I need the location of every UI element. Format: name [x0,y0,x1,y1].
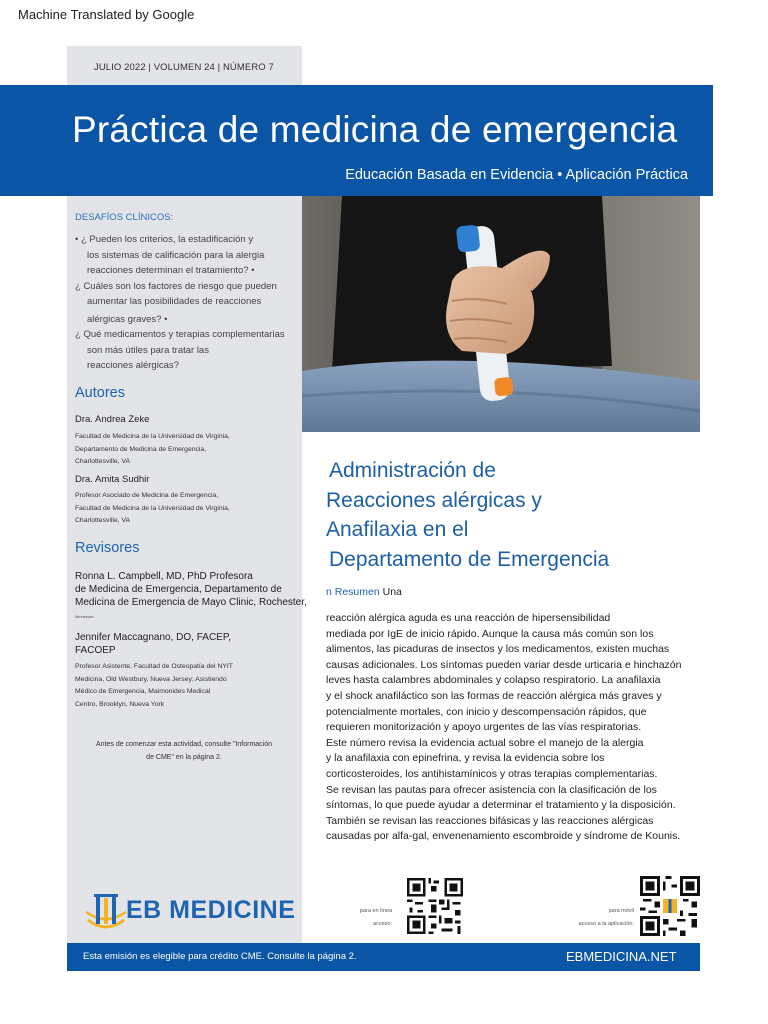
reviewer-1 [75,570,307,609]
qr-online-caption [330,905,392,931]
cme-info-note [78,738,290,764]
reviewer-line: FACOEP [75,645,116,656]
abstract-line: reacción alérgica aguda es una reacción de hipersensibilidad [326,612,611,624]
reviewers-heading: Revisores [75,540,140,556]
reviewer-2 [75,631,231,657]
qr-code-online[interactable] [407,878,463,934]
abstract-line: mediada por IgE de inicio rápido. Aunque la causa más común son los [326,627,654,640]
affiliation-line: Profesor Asistente, Facultad de Osteopatía del NYIT [75,663,233,670]
clinical-challenges-list [75,232,297,374]
challenge-line: • ¿ Pueden los criterios, la estadificación y [75,234,254,245]
affiliation-line: Centro, Brooklyn, Nueva York [75,700,165,708]
affiliation-line: Charlottesville, VA [75,517,131,524]
article-title-line: Anafilaxia en el [326,518,469,541]
abstract-line: causas adicionales. Los síntomas pueden variar desde urticaria e hinchazón [326,658,682,671]
cme-note-line: Antes de comenzar esta actividad, consulte "Información [95,741,273,748]
footer-cme-text: Esta emisión es elegible para crédito CME. Consulte la página 2. [83,951,357,962]
hero-image-epinephrine-injector [302,196,700,432]
article-title-line: Administración de [329,459,496,482]
abstract-line: causadas por alfa-gal, envenenamiento escombroide y síndrome de Kounis. [326,830,681,843]
qr-caption-line: para móvil [608,908,634,914]
author-affiliation [75,431,230,469]
journal-subtitle: Educación Basada en Evidencia • Aplicación Práctica [345,167,688,183]
journal-title: Práctica de medicina de emergencia [72,109,678,150]
challenge-line: alérgicas graves? • [87,313,168,325]
abstract-lead: Una [379,586,402,598]
clinical-challenges-heading: DESAFÍOS CLÍNICOS: [75,212,174,223]
abstract-line: corticosteroides, los antihistamínicos y otras terapias complementarias. [326,767,658,780]
reviewer-affiliation [75,661,233,711]
footer-website-link[interactable]: EBMEDICINA.NET [566,949,677,964]
logo-wordmark: EB MEDICINE [126,896,296,924]
abstract-heading: n Resumen [326,586,380,598]
qr-code-mobile[interactable] [640,876,700,936]
eb-medicine-logo [84,890,296,932]
challenge-line: los sistemas de calificación para la alergia [87,249,265,261]
reviewer-line: Medicina de Emergencia de Mayo Clinic, Rochester, [75,597,307,608]
author-name: Dra. Andrea Zeke [75,414,150,425]
machine-translated-label: Machine Translated by Google [18,7,195,22]
affiliation-line: Medicina, Old Westbury, Nueva Jersey; Asistiendo [75,675,227,683]
challenge-line: son más útiles para tratar las [87,344,209,356]
qr-mobile-caption [570,905,634,931]
challenge-line: reacciones alérgicas? [87,360,179,371]
qr-caption-line: acceso: [373,921,392,927]
article-title-line: Departamento de Emergencia [329,547,610,571]
issue-info: JULIO 2022 | VOLUMEN 24 | NÚMERO 7 [94,62,274,73]
abstract-line: Se revisan las pautas para ofrecer asistencia con la clasificación de los [326,783,657,796]
qr-caption-line: acceso a la aplicación: [578,921,634,927]
authors-heading: Autores [75,385,125,401]
article-title [326,456,609,574]
affiliation-line: Facultad de Medicina de la Universidad de Virginia, [75,504,230,512]
affiliation-line: Departamento de Medicina de Emergencia, [75,445,207,453]
challenge-line: ¿ Cuáles son los factores de riesgo que pueden [75,280,277,292]
abstract-line: síntomas, lo que puede ayudar a determinar el tratamiento y la disposición. [326,799,676,812]
challenge-line: reacciones determinan el tratamiento? • [87,265,255,276]
abstract-line: Este número revisa la evidencia actual sobre el manejo de la alergia [326,736,644,749]
challenge-line: aumentar las posibilidades de reacciones [87,296,262,307]
author-name: Dra. Amita Sudhir [75,474,150,485]
reviewer-line: Jennifer Maccagnano, DO, FACEP, [75,632,232,643]
abstract-line: potencialmente mortales, con inicio y descompensación rápidos, que [326,705,647,718]
affiliation-line: Charlottesville, VA [75,458,131,465]
author-affiliation [75,490,230,528]
abstract-line: y el shock anafiláctico son las formas de reacción alérgica más graves y [326,689,662,702]
article-title-line: Reacciones alérgicas y [326,488,542,512]
affiliation-line: Profesor Asociado de Medicina de Emergencia, [75,492,219,499]
reviewer-line: de Medicina de Emergencia, Departamento de [75,584,282,595]
challenge-line: ¿ Qué medicamentos y terapias complementarias [75,329,285,340]
abstract-line: alimentos, las picaduras de insectos y los medicamentos, existen muchas [326,643,670,656]
affiliation-line: Facultad de Medicina de la Universidad de Virginia, [75,433,230,440]
abstract-label [326,586,402,598]
abstract-line: y la anafilaxia con epinefrina, y revisa la evidencia sobre los [326,752,605,765]
abstract-line: También se revisan las reacciones bifásicas y las reacciones alérgicas [326,814,654,827]
abstract-line: requieren monitorización y apoyo urgentes de las vías respiratorias. [326,721,642,734]
logo-mark-icon [84,890,128,932]
qr-caption-line: para en línea [359,908,392,914]
affiliation-line: Médico de Emergencia, Maimonides Medical [75,688,211,695]
cme-note-line: de CME" en la página 2. [146,754,222,761]
abstract-line: leves hasta calambres abdominales y colapso respiratorio. La anafilaxia [326,674,661,687]
abstract-body [326,611,681,845]
reviewer-location: Minnesota [75,614,94,619]
reviewer-line: Ronna L. Campbell, MD, PhD Profesora [75,571,253,582]
